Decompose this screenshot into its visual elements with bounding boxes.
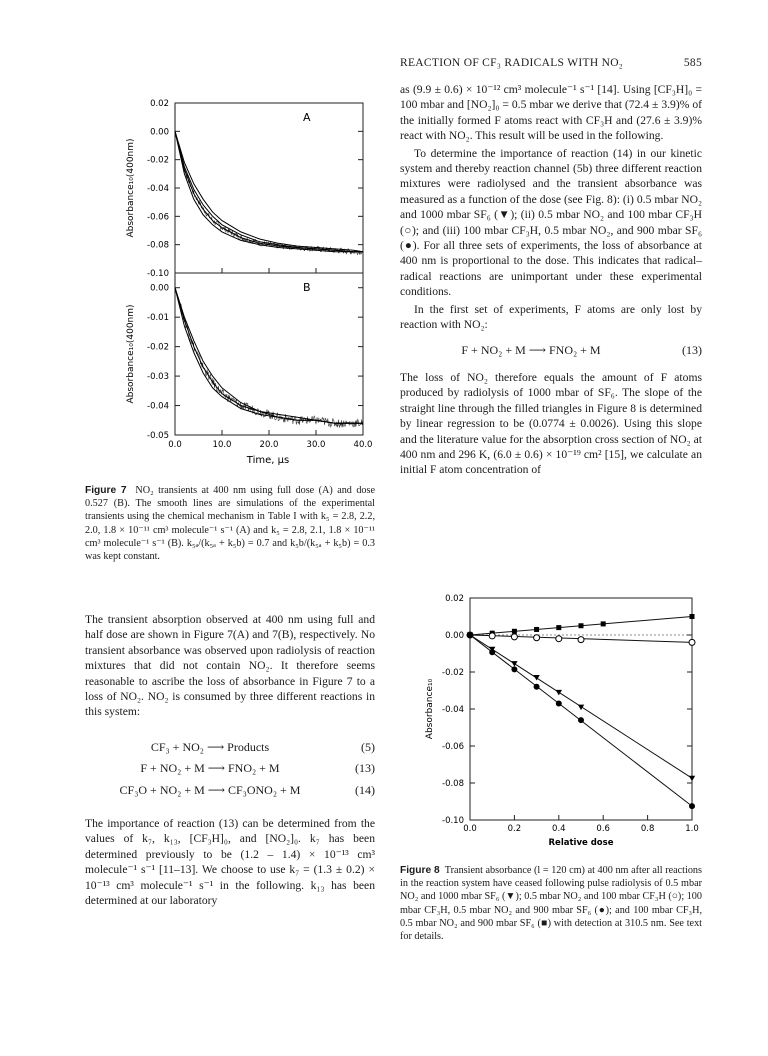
figure-8-xtick-label: 0.4	[552, 824, 566, 834]
equation-13-right-number: (13)	[682, 342, 702, 357]
running-header	[400, 57, 702, 69]
figure-7-xtick-label: 30.0	[306, 440, 326, 450]
equation-13-left-number: (13)	[355, 761, 375, 776]
figure-7-xtick-label: 10.0	[212, 440, 232, 450]
figure-8-ytick-label: 0.02	[445, 594, 464, 604]
figure-8-xtick-label: 0.6	[596, 824, 610, 834]
figure-7-ytick-label-b: 0.00	[150, 283, 169, 294]
figure-7-ytick-label-a: -0.02	[147, 155, 169, 166]
figure-7-caption	[85, 484, 375, 563]
figure-8-ytick-label: -0.02	[442, 668, 464, 678]
figure-7-panel-b	[126, 273, 372, 450]
figure-7-ytick-label-b: -0.02	[147, 342, 169, 353]
figure-7-ytick-label-a: -0.06	[147, 212, 169, 223]
figure-7-caption-text: NO₂ transients at 400 nm using full dose (A) and dose 0.527 (B). The smooth lines are simulations of the experimental transients using the chemical mechanism in Table I with k₅ = 2.8, 2.2, 2.0, 1.8 × 10⁻¹¹ cm³ molecule⁻¹ s⁻¹ (A) and k₅ = 2.8, 2.1, 1.8 × 10⁻¹¹ cm³ molecule⁻¹ s⁻¹ (B). k₅ₐ/(k₅ₐ + k₅b) = 0.7 and k₅b/(k₅ₐ + k₅b) = 0.3 was kept constant.	[85, 485, 376, 563]
figure-8-ytick-label: -0.08	[442, 779, 464, 789]
figure-7-ytick-label-a: 0.00	[150, 127, 169, 138]
equation-14-text: CF₃O + NO₂ + M ⟶ CF₃ONO₂ + M	[119, 782, 301, 797]
figure-8-point-triangle-down	[578, 705, 584, 711]
running-title: REACTION OF CF₃ RADICALS WITH NO₂	[400, 57, 624, 69]
figure-7-frame-a	[175, 103, 363, 273]
figure-7-panel-label-a: A	[303, 111, 311, 124]
figure-7-xtick-label: 0.0	[168, 440, 182, 450]
figure-8-point-circle	[489, 649, 495, 655]
figure-8-ytick-label: -0.04	[442, 705, 464, 715]
equation-14	[85, 783, 375, 798]
figure-7-data-trace-b	[175, 289, 363, 427]
figure-7-simulation-a-1	[175, 131, 363, 252]
figure-8-point-circle	[689, 803, 695, 809]
right-paragraph-4: The loss of NO₂ therefore equals the amount of F atoms produced by radiolysis of 1000 mbar of SF₆. The slope of the straight line through the filled triangles in Figure 8 is determined by linear regression to be (0.0774 ± 0.0026). Using this slope and the literature value for the absorption cross section of NO₂ at 400 nm and 296 K, (6.0 ± 0.6) × 10⁻¹⁹ cm² [15], we calculate an initial F atom concentration of	[400, 370, 702, 477]
figure-7-simulation-a-3	[175, 131, 363, 252]
figure-7-simulation-b-0	[175, 288, 363, 424]
figure-7-panel-a	[126, 99, 363, 279]
figure-8-point-square	[512, 629, 517, 634]
figure-7-xtick-label: 20.0	[259, 440, 279, 450]
figure-8-point-circle	[578, 717, 584, 723]
figure-7-data-trace-a	[175, 131, 363, 254]
figure-7-x-axis-label: Time, μs	[246, 455, 290, 465]
equation-14-number: (14)	[355, 782, 375, 797]
figure-8-xtick-label: 0.2	[507, 824, 522, 834]
right-column	[400, 82, 702, 480]
figure-7-ytick-label-b: -0.01	[147, 313, 169, 324]
figure-7-simulation-a-2	[175, 131, 363, 252]
figure-7-simulation-b-1	[175, 288, 363, 424]
equation-13-left-text: F + NO₂ + M ⟶ FNO₂ + M	[140, 761, 280, 776]
equation-13-right-text: F + NO₂ + M ⟶ FNO₂ + M	[461, 342, 601, 357]
figure-8-x-axis-label: Relative dose	[548, 838, 614, 848]
figure-7-ytick-label-a: -0.04	[147, 184, 169, 194]
figure-8	[410, 592, 710, 852]
figure-8-ytick-label: 0.00	[445, 631, 464, 641]
figure-7-ytick-label-a: -0.08	[147, 240, 169, 251]
figure-8-point-square	[579, 623, 584, 628]
figure-8-point-square	[556, 625, 561, 630]
equation-5-text: CF₃ + NO₂ ⟶ Products	[150, 739, 270, 754]
figure-7-ytick-label-a: -0.10	[147, 269, 169, 279]
right-paragraph-3: In the first set of experiments, F atoms are only lost by reaction with NO₂:	[400, 302, 702, 332]
figure-7	[85, 85, 385, 465]
figure-8-point-circle-open	[689, 639, 695, 645]
figure-8-xtick-label: 1.0	[685, 824, 699, 834]
figure-8-point-triangle-down	[511, 661, 517, 667]
figure-8-ytick-label: -0.10	[442, 816, 464, 826]
figure-7-y-axis-label-a: Absorbance₁₀(400nm)	[126, 138, 136, 238]
figure-8-point-circle	[467, 632, 473, 638]
figure-8-point-circle-open	[578, 637, 584, 643]
figure-8-xtick-label: 0.0	[463, 824, 477, 834]
figure-7-y-axis-label-b: Absorbance₁₀(400nm)	[126, 304, 136, 404]
figure-8-point-triangle-down	[689, 776, 695, 782]
left-paragraph-1: The transient absorption observed at 400 nm using full and half dose are shown in Figure 7(A) and 7(B), respectively. No transient absorbance was observed upon radiolysis of reaction mixtures that did not contain NO₂. It therefore seems reasonable to ascribe the loss of absorbance in Figure 7 to a loss of NO₂. NO₂ is consumed by three different reactions in this system:	[85, 613, 375, 719]
figure-8-point-square	[690, 614, 695, 619]
figure-7-panel-label-b: B	[303, 281, 311, 294]
figure-8-point-circle	[534, 684, 540, 690]
equation-5-number: (5)	[361, 739, 375, 754]
figure-8-point-square	[601, 621, 606, 626]
figure-8-caption-label: Figure 8	[400, 865, 440, 876]
equation-13-right	[400, 343, 702, 358]
right-paragraph-1: as (9.9 ± 0.6) × 10⁻¹² cm³ molecule⁻¹ s⁻¹ [14]. Using [CF₃H]₀ = 100 mbar and [NO₂]₀ = 0.5 mbar we derive that (72.4 ± 3.9)% of the initially formed F atoms react with CF₃H and (27.6 ± 3.9)% react with NO₂. This result will be used in the following.	[400, 83, 702, 143]
figure-8-point-circle-open	[556, 636, 562, 642]
figure-8-point-circle-open	[511, 634, 517, 640]
page-number: 585	[683, 57, 702, 69]
figure-8-caption	[400, 864, 702, 943]
equation-13-left	[85, 761, 375, 776]
figure-7-ytick-label-b: -0.05	[147, 431, 169, 441]
figure-7-ytick-label-a: 0.02	[150, 99, 169, 109]
figure-7-ytick-label-b: -0.04	[147, 401, 169, 412]
figure-8-point-circle-open	[489, 633, 495, 639]
equation-5	[85, 740, 375, 755]
figure-8-y-axis-label: Absorbance₁₀	[425, 678, 435, 740]
figure-7-simulation-b-2	[175, 288, 363, 424]
figure-7-frame-b	[175, 273, 363, 435]
figure-7-ytick-label-b: -0.03	[147, 372, 169, 383]
figure-7-simulation-a-0	[175, 131, 363, 252]
figure-8-point-triangle-down	[556, 690, 562, 696]
figure-8-caption-text: Transient absorbance (l = 120 cm) at 400 nm after all reactions in the reaction system have ceased following pulse radiolysis of 0.5 mbar NO₂ and 1000 mbar SF₆ (▼); 0.5 mbar NO₂ and 100 mbar CF₃H (○); 100 mbar CF₃H, 0.5 mbar NO₂ and 900 mbar SF₆ (●); and 100 mbar CF₃H, 0.5 mbar NO₂ and 900 mbar SF₆ (■) with detection at 310.5 nm. See text for details.	[400, 865, 702, 943]
figure-8-point-circle	[556, 700, 562, 706]
right-paragraph-2: To determine the importance of reaction (14) in our kinetic system and thereby reaction channel (5b) three different reaction mixtures were radiolysed and the transient absorbance was measured as a function of the dose (see Fig. 8): (i) 0.5 mbar NO₂ and 1000 mbar SF₆ (▼); (ii) 0.5 mbar NO₂ and 100 mbar CF₃H (○); and (iii) 100 mbar CF₃H, 0.5 mbar NO₂, and 900 mbar SF₆ (●). For all three sets of experiments, the loss of absorbance at 400 nm is proportional to the dose. This indicates that radical–radical reactions are unimportant under these experimental conditions.	[400, 146, 702, 299]
figure-8-point-square	[534, 627, 539, 632]
figure-7-xtick-label: 40.0	[353, 440, 373, 450]
left-paragraph-2: The importance of reaction (13) can be determined from the values of k₇, k₁₃, [CF₃H]₀, and [NO₂]₀. k₇ has been determined previously to be (1.2 – 1.4) × 10⁻¹³ cm³ molecule⁻¹ s⁻¹ [11–13]. We choose to use k₇ = (1.3 ± 0.2) × 10⁻¹³ cm³ molecule⁻¹ s⁻¹ in the following. k₁₃ has been determined at our laboratory	[85, 817, 375, 908]
figure-8-point-circle	[511, 666, 517, 672]
figure-8-point-circle-open	[534, 635, 540, 641]
figure-8-ytick-label: -0.06	[442, 742, 464, 752]
figure-7-caption-label: Figure 7	[85, 485, 127, 496]
left-column	[85, 612, 375, 911]
figure-8-xtick-label: 0.8	[640, 824, 655, 834]
